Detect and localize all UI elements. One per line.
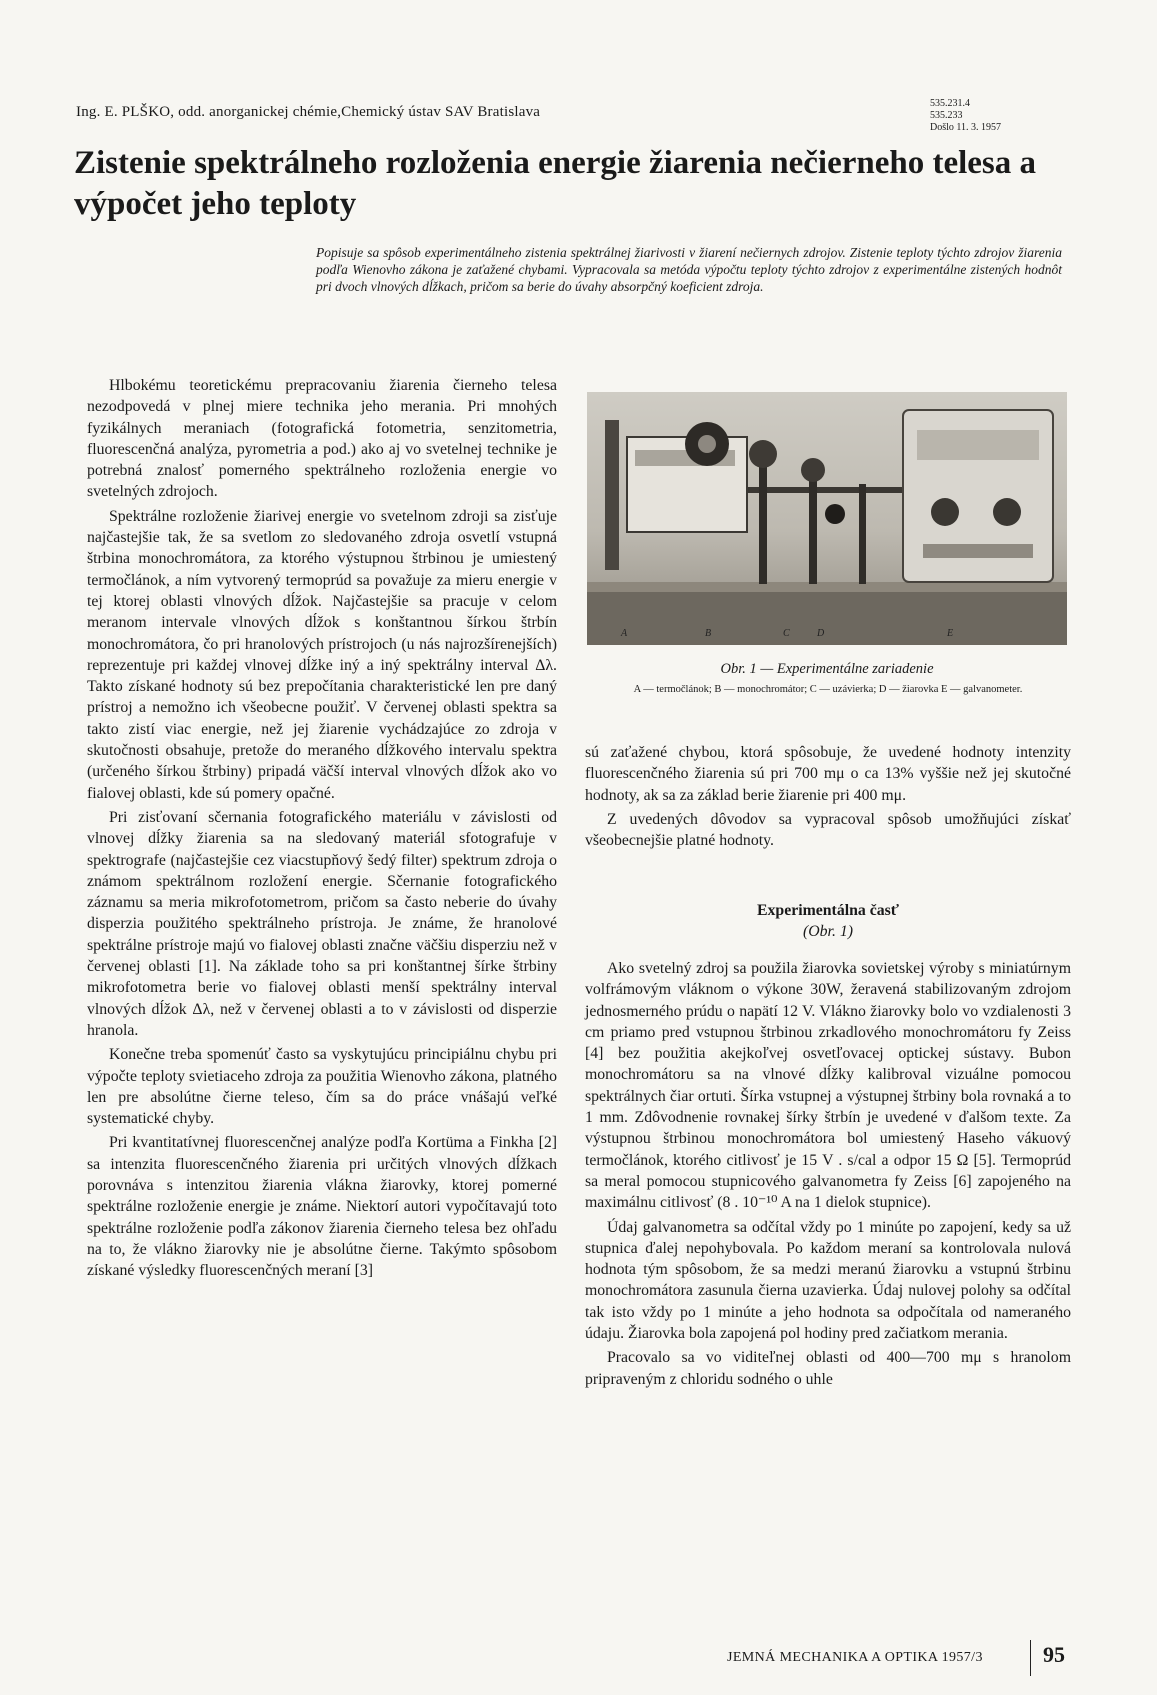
paragraph: sú zaťažené chybou, ktorá spôsobuje, že uvedené hodnoty intenzity fluorescenčného žiarenia sú pri 700 mμ o ca 13% vyššie než jej skutočné hodnoty, ak sa za základ berie žiarenie pri 400 mμ. bbox=[585, 744, 1071, 804]
journal-footer: JEMNÁ MECHANIKA A OPTIKA 1957/3 bbox=[727, 1650, 983, 1665]
figure-caption: Obr. 1 — Experimentálne zariadenie bbox=[720, 661, 934, 677]
figure-legend: A — termočlánok; B — monochromátor; C — uzávierka; D — žiarovka E — galvanometer. bbox=[633, 684, 1023, 695]
figure-photo bbox=[587, 392, 1067, 645]
paragraph: Pracovalo sa vo viditeľnej oblasti od 400—700 mμ s hranolom pripraveným z chloridu sodného o uhle bbox=[585, 1349, 1071, 1388]
udc-block bbox=[930, 98, 1001, 134]
section-heading: Experimentálna časť bbox=[756, 902, 900, 919]
paragraph: Z uvedených dôvodov sa vypracoval spôsob umožňujúci získať všeobecnejšie platné hodnoty. bbox=[585, 810, 1071, 850]
figure-label: A bbox=[621, 628, 628, 639]
figure-label: C bbox=[783, 628, 790, 639]
right-column-bottom bbox=[585, 958, 1071, 1393]
paragraph: Hlbokému teoretickému prepracovaniu žiarenia čierneho telesa nezodpovedá v plnej miere technika jeho merania. Pri mnohých fyzikálnych meraniach (fotografická fotometria, senzitometria, fluorescenčná analýza, pyrometria a pod.) ako aj vo svetelnej technike je potrebná znalosť pomerného spektrálneho rozloženia energie vo svetelných zdrojoch. bbox=[87, 377, 557, 501]
section-heading-block bbox=[585, 900, 1071, 942]
received-date: Došlo 11. 3. 1957 bbox=[930, 122, 1002, 133]
author-line: Ing. E. PLŠKO, odd. anorganickej chémie,Chemický ústav SAV Bratislava bbox=[76, 104, 541, 120]
udc-code-1: 535.231.4 bbox=[930, 98, 970, 109]
apparatus-photo bbox=[587, 392, 1067, 645]
figure-label: B bbox=[705, 628, 712, 639]
left-column bbox=[87, 375, 557, 1284]
footer-divider bbox=[1030, 1640, 1031, 1676]
paragraph: Spektrálne rozloženie žiarivej energie vo svetelnom zdroji sa zisťuje najčastejšie tak, že sa svetlom zo sledovaného zdroja osvetlí vstupná štrbina monochromátora, za ktorého výstupnou štrbinou je umiestený termočlánok, a ním vytvorený termoprúd sa považuje za mieru energie v tej ktorej oblasti vlnových dĺžok. Najčastejšie sa pracuje v celom meranom intervale vlnových dĺžok s konštantnou šírkou štrbín monochromátora, čo pri hranolových prístrojoch (u nás najrozšírenejších) reprezentuje pri každej vlnovej dĺžke iný a iný spektrálny interval Δλ. Takto získané hodnoty sú bez prepočítania charakteristické len pre daný prístroj a nemožno ich všeobecne použiť. V červenej oblasti spektra sa takto zistí viac energie, než jej žiarenie vychádzajúce zo zdroja v skutočnosti obsahuje, pretože do meraného dĺžkového intervalu spektra (určeného šírkou štrbiny) pripadá väčší interval vlnových dĺžok ako vo fialovej oblasti, kde sú pomery opačné. bbox=[87, 507, 557, 802]
paragraph: Údaj galvanometra sa odčítal vždy po 1 minúte po zapojení, kedy sa už stupnica ďalej nepohybovala. Po každom meraní sa kontrolovala nulová hodnota tým spôsobom, že sa medzi meranú žiarovku a vstupnú štrbinu monochromátora zasunula čierna uzavierka. Údaj nulovej polohy sa odčítal tak isto vždy po 1 minúte a jeho hodnota sa odpočítala od nameraného údaju. Žiarovka bola zapojená pol hodiny pred začiatkom merania. bbox=[585, 1218, 1071, 1343]
udc-code-2: 535.233 bbox=[930, 110, 963, 121]
paragraph: Konečne treba spomenúť často sa vyskytujúcu principiálnu chybu pri výpočte teploty svietiaceho zdroja za použitia Wienovho zákona, platného len pre absolútne čierne teleso, čím sa do práce vnášajú veľké systematické chyby. bbox=[87, 1046, 557, 1128]
abstract: Popisuje sa spôsob experimentálneho zistenia spektrálnej žiarivosti v žiarení nečiernych zdrojov. Zistenie teploty týchto zdrojov žiarenia podľa Wienovho zákona je zaťažené chybami. Vypracovala sa metóda výpočtu teploty týchto zdrojov z experimentálne zistených hodnôt pri dvoch vlnových dĺžkach, pričom sa berie do úvahy absorpčný koeficient zdroja. bbox=[316, 245, 1062, 294]
paragraph: Pri zisťovaní sčernania fotografického materiálu v závislosti od vlnovej dĺžky žiarenia sa na sledovaný materiál sfotografuje v spektrografe (najčastejšie cez viacstupňový šedý filter) spektrum zdroja o známom spektrálnom rozložení energie. Sčernanie fotografického záznamu sa meria mikrofotometrom, pričom sa často neberie do úvahy disperzia použitého spektrálneho prístroja. Je známe, že hranolové spektrálne prístroje majú vo fialovej oblasti značne väčšiu disperziu než v červenej oblasti [1]. Na základe toho sa pri konštantnej šírke štrbiny mikrofotometra berie vo fialovej oblasti menší spektrálny interval vlnových dĺžok Δλ, než v červenej oblasti a to v závislosti od disperzie hranola. bbox=[87, 808, 557, 1039]
paragraph: Pri kvantitatívnej fluorescenčnej analýze podľa Kortüma a Finkha [2] sa intenzita fluorescenčného žiarenia pri určitých vlnových dĺžkach porovnáva s intenzitou žiarenia vlákna žiarovky, ktorej pomerné spektrálne rozloženie energie je známe. Niektorí autori vypočítavajú toto spektrálne rozloženie podľa zákonov žiarenia čierneho telesa bez ohľadu na to, že vlákno žiarovky nie je absolútne čierne. Takýmto spôsobom získané výsledky fluorescenčných meraní [3] bbox=[87, 1134, 557, 1280]
section-subheading: (Obr. 1) bbox=[802, 923, 854, 940]
figure-label: E bbox=[947, 628, 954, 639]
paragraph: Ako svetelný zdroj sa použila žiarovka sovietskej výroby s miniatúrnym volfrámovým vláknom o výkone 30W, žeravená stabilizovaným zdrojom jednosmerného prúdu o napätí 12 V. Vlákno žiarovky bolo vo vzdialenosti 3 cm priamo pred vstupnou štrbinou zrkadlového monochromátoru fy Zeiss [4] bez použitia akejkoľvej osvetľovacej optickej sústavy. Bubon monochromátoru sa na vlnové dĺžky kalibroval vizuálne pomocou spektrálnych čiar ortuti. Šírka vstupnej a výstupnej štrbiny bola rovnaká a to 1 mm. Zdôvodnenie rovnakej šírky štrbín je uvedené v ďalšom texte. Za výstupnou štrbinou monochromátora bol umiestený Haseho vákuový termočlánok, ktorého citlivosť je 15 V . s/cal a odpor 15 Ω [5]. Termoprúd sa meral pomocou stupnicového galvanometra fy Zeiss [6] zapojeného na maximálnu citlivosť (8 . 10⁻¹⁰ A na 1 dielok stupnice). bbox=[585, 960, 1071, 1212]
page-number: 95 bbox=[1043, 1642, 1065, 1667]
figure-label: D bbox=[817, 628, 825, 639]
article-title: Zistenie spektrálneho rozloženia energie žiarenia nečierneho telesa a výpočet jeho teploty bbox=[74, 145, 1037, 222]
right-column-top bbox=[585, 742, 1071, 854]
